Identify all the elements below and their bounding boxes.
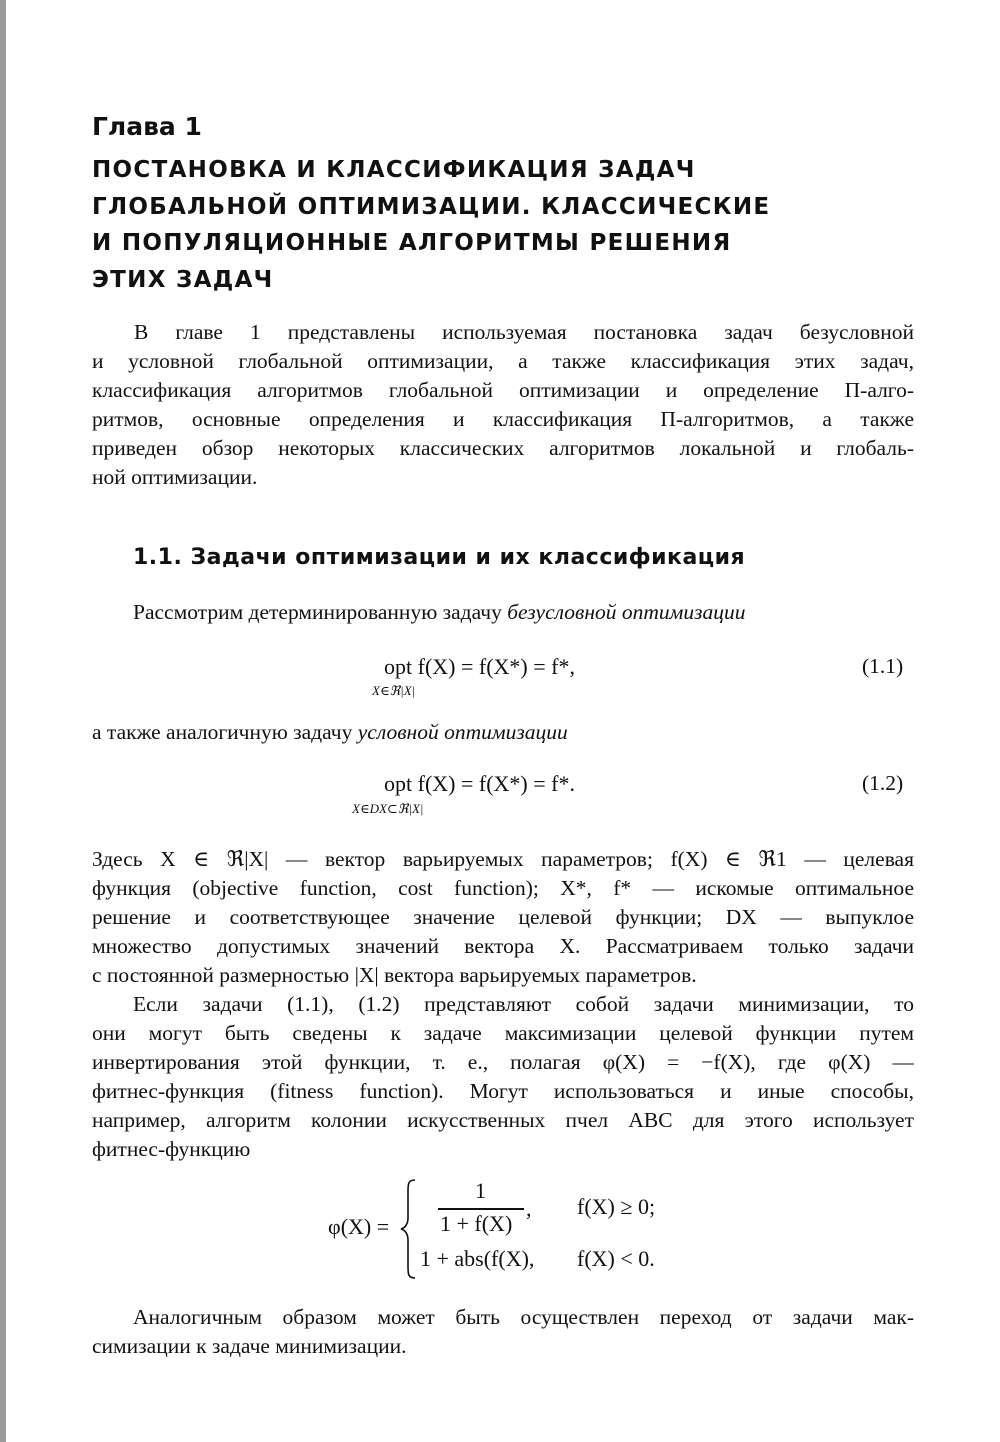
equation-1-subscript: X∈ℜ|X| xyxy=(372,683,416,698)
intro-line: классификация алгоритмов глобальной оптимизации и определение П-алго- xyxy=(92,378,914,402)
chapter-title-line: ГЛОБАЛЬНОЙ ОПТИМИЗАЦИИ. КЛАССИЧЕСКИЕ xyxy=(92,193,771,220)
closing-paragraph xyxy=(92,1303,914,1361)
fraction-bar xyxy=(438,1208,524,1210)
fraction-denominator: 1 + f(X) xyxy=(440,1211,513,1236)
intro-line: В главе 1 представлены используемая постановка задач безусловной xyxy=(134,320,914,344)
equation-2-subscript: X∈DX⊂ℜ|X| xyxy=(352,801,424,816)
chapter-title-line: И ПОПУЛЯЦИОННЫЕ АЛГОРИТМЫ РЕШЕНИЯ xyxy=(92,230,732,256)
intro-line: ной оптимизации. xyxy=(92,465,258,489)
minimization-line: Если задачи (1.1), (1.2) представляют собой задачи минимизации, то xyxy=(133,992,914,1016)
definitions-line: решение и соответствующее значение целевой функции; DX — выпуклое xyxy=(92,905,914,929)
paragraph-lead-in xyxy=(133,600,746,625)
fraction-numerator: 1 xyxy=(475,1178,486,1203)
page-edge xyxy=(0,0,6,1442)
case-1-condition: f(X) ≥ 0; xyxy=(577,1194,656,1219)
fraction-comma: , xyxy=(526,1196,532,1221)
chapter-title-line: ПОСТАНОВКА И КЛАССИФИКАЦИЯ ЗАДАЧ xyxy=(92,157,696,183)
definitions-line: Здесь X ∈ ℜ|X| — вектор варьируемых параметров; f(X) ∈ ℜ1 — целевая xyxy=(92,847,914,871)
intro-line: ритмов, основные определения и классификация П-алгоритмов, а также xyxy=(92,407,914,431)
left-brace-symbol xyxy=(399,1178,417,1280)
closing-line: симизации к задаче минимизации. xyxy=(92,1334,407,1358)
minimization-line: например, алгоритм колонии искусственных пчел ABC для этого использует xyxy=(92,1108,914,1132)
minimization-line: фитнес-функцию xyxy=(92,1137,251,1161)
intro-line: приведен обзор некоторых классических алгоритмов локальной и глобаль- xyxy=(92,436,914,460)
emphasis-term: безусловной оптимизации xyxy=(507,600,746,624)
equation-2: opt f(X) = f(X*) = f*. xyxy=(384,771,575,796)
definitions-paragraph xyxy=(92,845,914,990)
equation-1: opt f(X) = f(X*) = f*, xyxy=(384,654,575,679)
minimization-line: инвертирования этой функции, т. е., полагая φ(X) = −f(X), где φ(X) — xyxy=(92,1050,914,1074)
chapter-title-line: ЭТИХ ЗАДАЧ xyxy=(92,266,274,293)
equation-2-number: (1.2) xyxy=(862,771,904,795)
lead-in-text: Рассмотрим детерминированную задачу xyxy=(133,600,508,624)
lead-in-text: а также аналогичную задачу xyxy=(92,720,358,744)
minimization-line: они могут быть сведены к задаче максимизации целевой функции путем xyxy=(92,1021,914,1045)
equation-3-lhs: φ(X) = xyxy=(328,1214,390,1239)
intro-line: и условной глобальной оптимизации, а также классификация этих задач, xyxy=(92,349,914,373)
case-2-condition: f(X) < 0. xyxy=(577,1246,655,1271)
chapter-title xyxy=(92,152,892,298)
closing-line: Аналогичным образом может быть осуществлен переход от задачи мак- xyxy=(133,1305,914,1329)
equation-1-number: (1.1) xyxy=(862,654,904,678)
chapter-label: Глава 1 xyxy=(92,112,202,141)
minimization-paragraph xyxy=(92,990,914,1164)
paragraph-lead-in-2 xyxy=(92,720,568,745)
minimization-line: фитнес-функция (fitness function). Могут использоваться и иные способы, xyxy=(92,1079,914,1103)
section-heading: 1.1. Задачи оптимизации и их классификация xyxy=(133,545,746,570)
intro-paragraph xyxy=(92,318,914,492)
definitions-line: функция (objective function, cost function); X*, f* — искомые оптимальное xyxy=(92,876,914,900)
emphasis-term: условной оптимизации xyxy=(357,720,568,744)
definitions-line: множество допустимых значений вектора X. Рассматриваем только задачи xyxy=(92,934,914,958)
definitions-line: с постоянной размерностью |X| вектора варьируемых параметров. xyxy=(92,963,697,987)
case-2-expression: 1 + abs(f(X), xyxy=(420,1246,535,1271)
